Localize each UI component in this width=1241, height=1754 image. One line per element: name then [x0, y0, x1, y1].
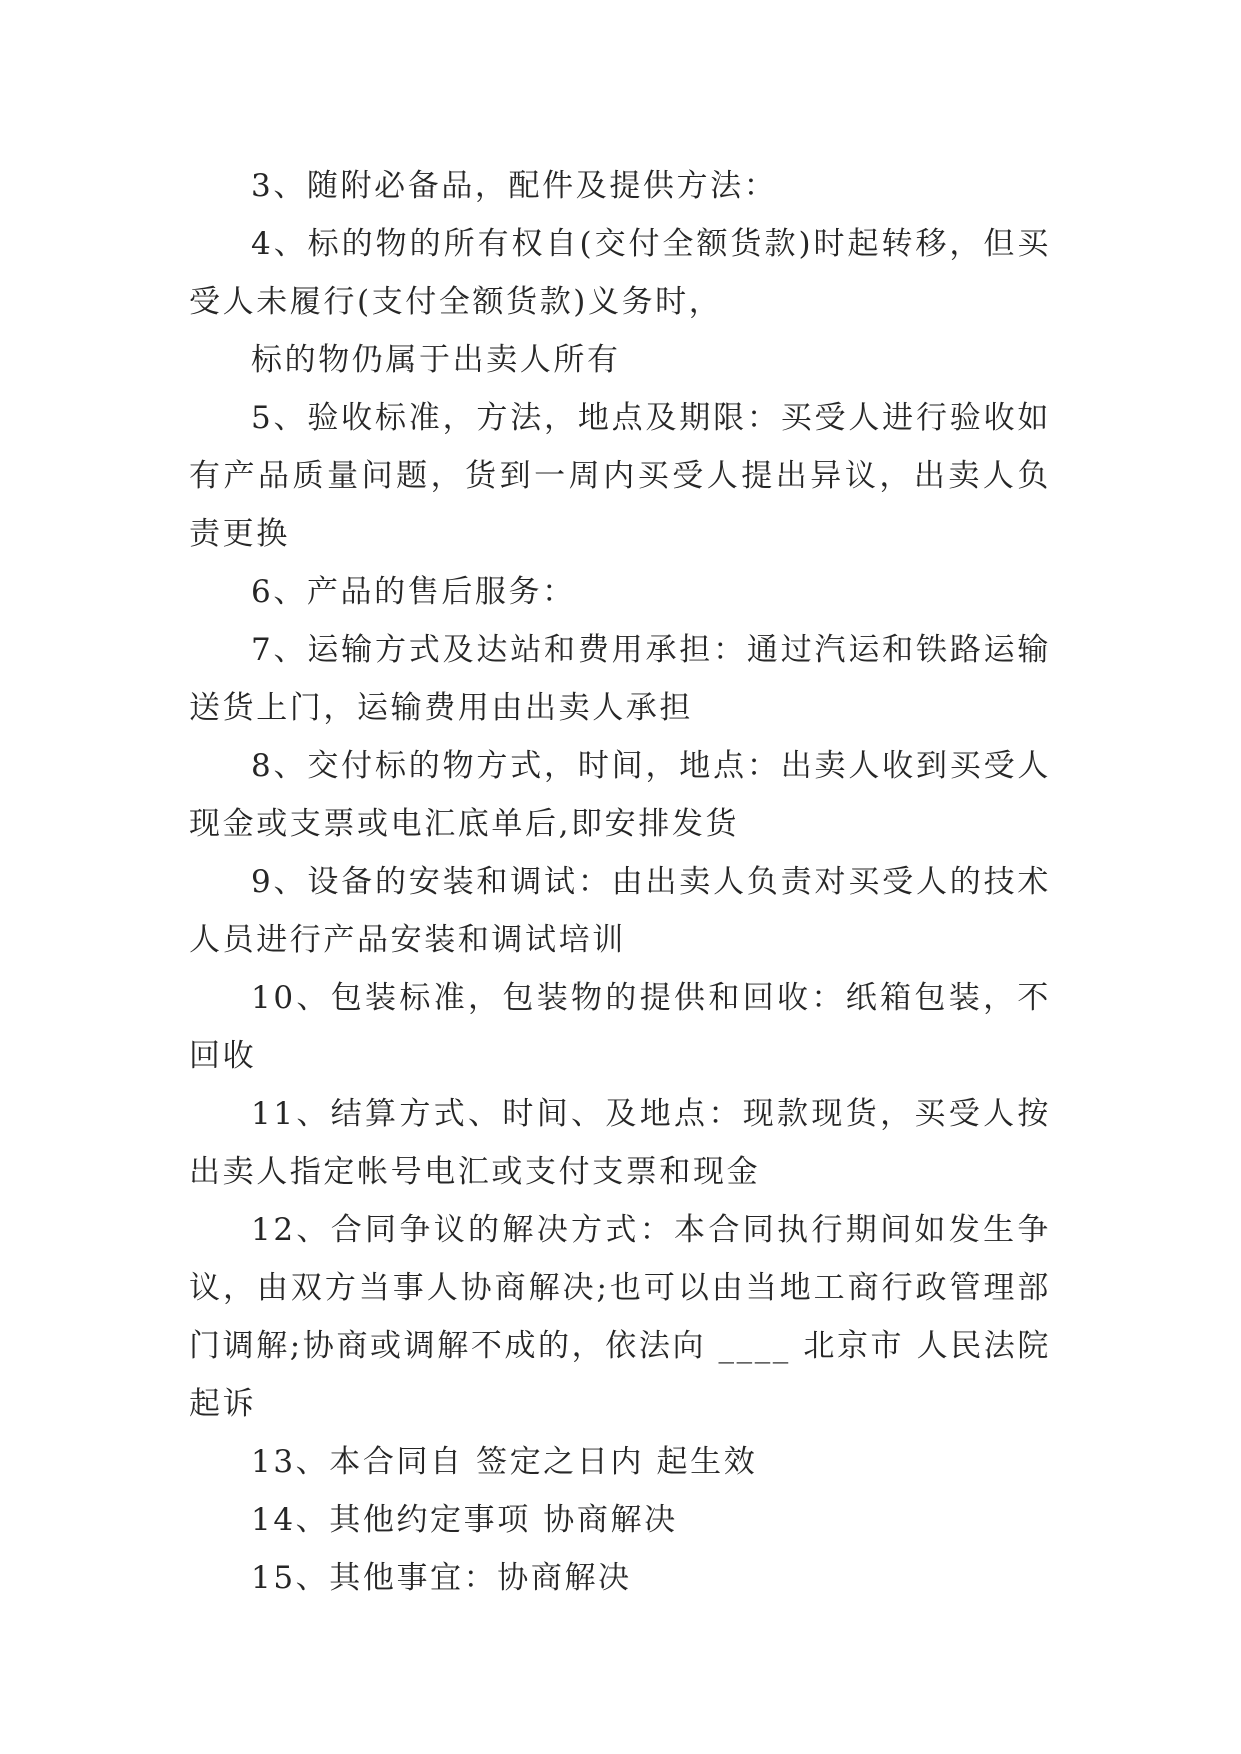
- clause-13: 13、本合同自 签定之日内 起生效: [251, 1444, 758, 1480]
- clause-8: 8、交付标的物方式，时间，地点：出卖人收到买受人现金或支票或电汇底单后,即安排发货: [189, 748, 1051, 842]
- clause-12: 12、合同争议的解决方式：本合同执行期间如发生争议，由双方当事人协商解决;也可以由当地工商行政管理部门调解;协商或调解不成的，依法向 ____ 北京市 人民法院起诉: [189, 1212, 1052, 1422]
- clause-6: 6、产品的售后服务：: [251, 574, 576, 610]
- clause-7: 7、运输方式及达站和费用承担：通过汽运和铁路运输送货上门，运输费用由出卖人承担: [189, 632, 1051, 726]
- clause-5: 5、验收标准，方法，地点及期限：买受人进行验收如有产品质量问题，货到一周内买受人提出异议，出卖人负责更换: [189, 400, 1051, 552]
- clause-4: 4、标的物的所有权自(交付全额货款)时起转移，但买受人未履行(支付全额货款)义务时，: [189, 226, 1051, 320]
- clause-14: 14、其他约定事项 协商解决: [251, 1502, 678, 1538]
- contract-body: [189, 157, 1051, 1607]
- clause-15: 15、其他事宜：协商解决: [251, 1560, 632, 1596]
- clause-9: 9、设备的安装和调试：由出卖人负责对买受人的技术人员进行产品安装和调试培训: [189, 864, 1051, 958]
- clause-11: 11、结算方式、时间、及地点：现款现货，买受人按出卖人指定帐号电汇或支付支票和现金: [189, 1096, 1051, 1190]
- clause-4-continued: 标的物仍属于出卖人所有: [251, 342, 621, 378]
- clause-3: 3、随附必备品，配件及提供方法：: [251, 168, 778, 204]
- clause-10: 10、包装标准，包装物的提供和回收：纸箱包装，不回收: [189, 980, 1051, 1074]
